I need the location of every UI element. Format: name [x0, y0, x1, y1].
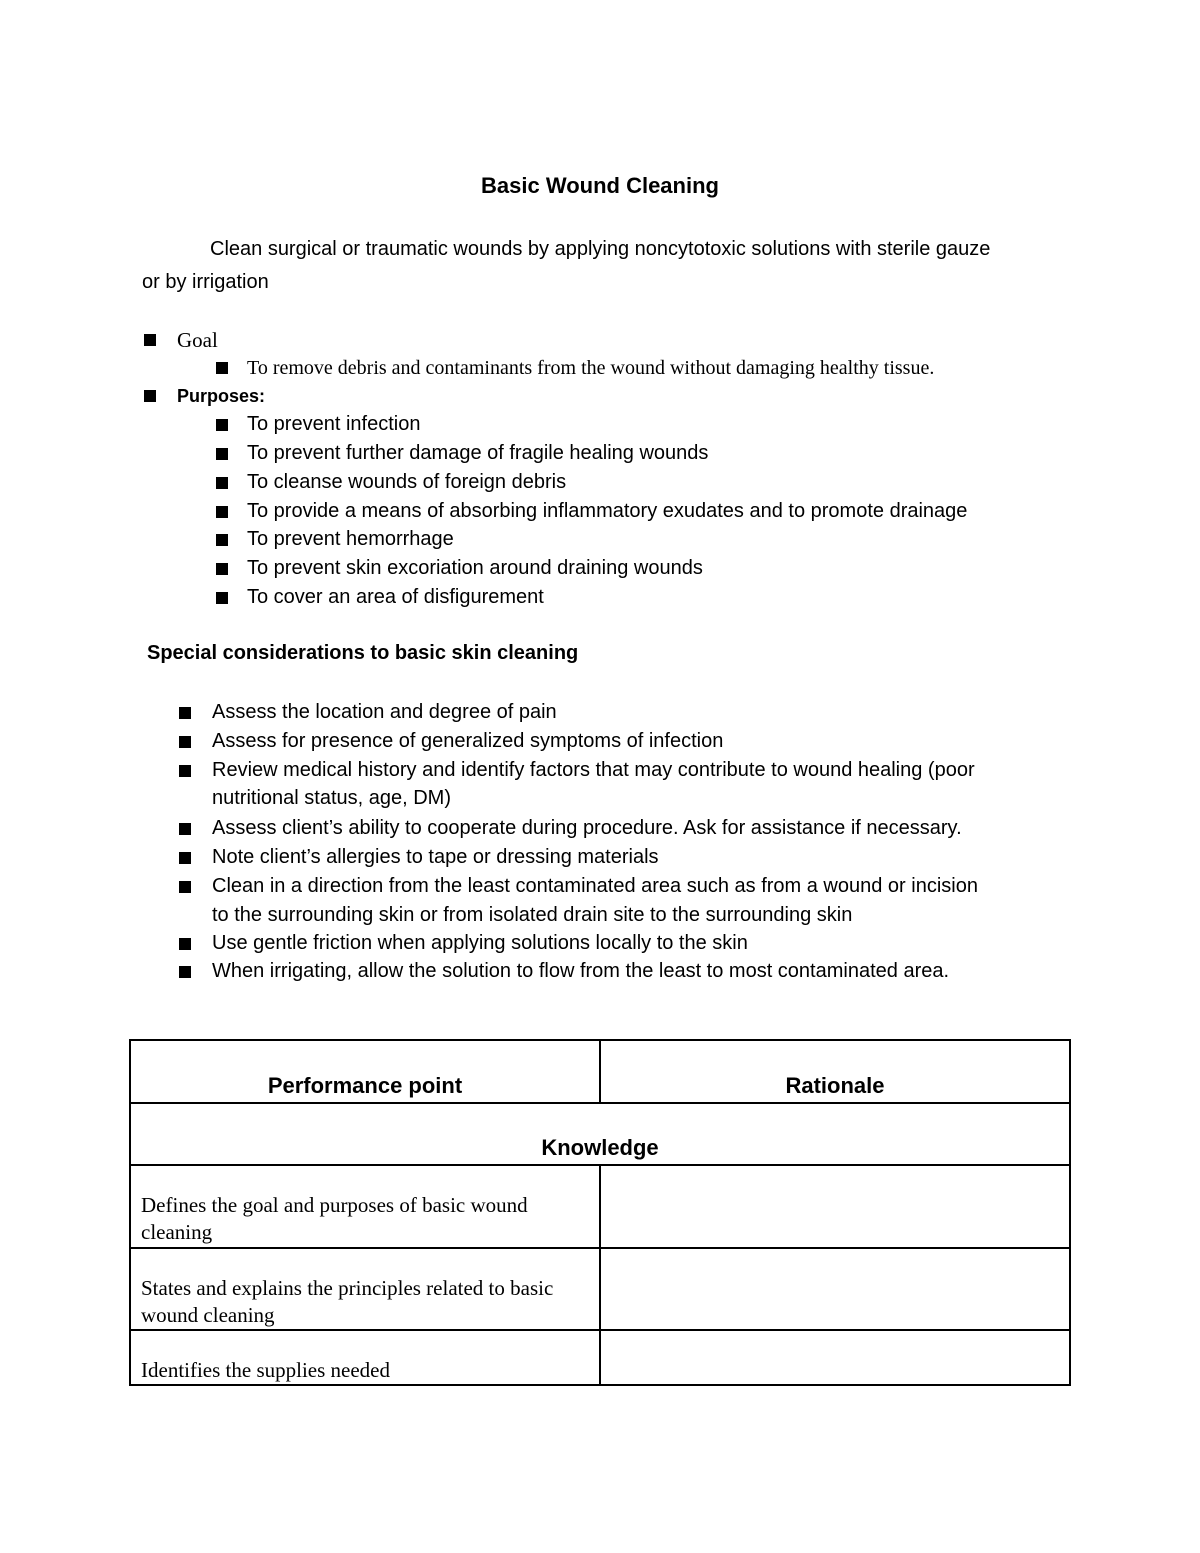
consideration-item-continued: nutritional status, age, DM) [212, 787, 451, 809]
consideration-item: When irrigating, allow the solution to flow from the least to most contaminated area. [212, 960, 950, 982]
bullet-square-icon [216, 534, 228, 546]
bullet-square-icon [179, 765, 191, 777]
consideration-item: Assess client’s ability to cooperate during procedure. Ask for assistance if necessary. [212, 817, 962, 839]
bullet-square-icon [216, 592, 228, 604]
consideration-item-continued: to the surrounding skin or from isolated drain site to the surrounding skin [212, 904, 853, 926]
consideration-item: Review medical history and identify factors that may contribute to wound healing (poor [212, 759, 975, 781]
bullet-square-icon [179, 736, 191, 748]
purpose-item: To provide a means of absorbing inflammatory exudates and to promote drainage [247, 500, 968, 522]
consideration-item: Use gentle friction when applying solutions locally to the skin [212, 932, 748, 954]
bullet-square-icon [179, 938, 191, 950]
purpose-item: To prevent hemorrhage [247, 528, 454, 550]
table-row-point: States and explains the principles related to basic wound cleaning [141, 1276, 554, 1327]
intro-line-1: Clean surgical or traumatic wounds by applying noncytotoxic solutions with sterile gauze [210, 238, 991, 260]
bullet-square-icon [144, 390, 156, 402]
goal-label: Goal [177, 328, 218, 352]
purpose-item: To cover an area of disfigurement [247, 586, 544, 608]
page-title: Basic Wound Cleaning [481, 173, 719, 198]
bullet-square-icon [216, 362, 228, 374]
bullet-square-icon [179, 707, 191, 719]
consideration-item: Note client’s allergies to tape or dressing materials [212, 846, 659, 868]
consideration-item: Assess for presence of generalized symptoms of infection [212, 730, 724, 752]
consideration-item: Assess the location and degree of pain [212, 701, 557, 723]
table-section-knowledge: Knowledge [541, 1135, 659, 1160]
bullet-square-icon [216, 563, 228, 575]
bullet-square-icon [179, 881, 191, 893]
purpose-item: To prevent skin excoriation around draining wounds [247, 557, 703, 579]
bullet-square-icon [144, 334, 156, 346]
bullet-square-icon [179, 966, 191, 978]
goal-item: To remove debris and contaminants from the wound without damaging healthy tissue. [247, 357, 935, 379]
consideration-item: Clean in a direction from the least contaminated area such as from a wound or incision [212, 875, 978, 897]
bullet-square-icon [216, 477, 228, 489]
bullet-square-icon [216, 419, 228, 431]
table-row-point: Defines the goal and purposes of basic wound cleaning [141, 1193, 528, 1244]
bullet-square-icon [179, 823, 191, 835]
table-header-performance-point: Performance point [267, 1073, 463, 1098]
considerations-heading: Special considerations to basic skin cleaning [147, 642, 579, 664]
bullet-square-icon [216, 448, 228, 460]
purpose-item: To cleanse wounds of foreign debris [247, 471, 567, 493]
table-row-point: Identifies the supplies needed [141, 1358, 391, 1382]
purposes-label: Purposes: [177, 386, 266, 406]
purpose-item: To prevent infection [247, 413, 421, 435]
table-border [1069, 1039, 1071, 1386]
bullet-square-icon [179, 852, 191, 864]
table-header-rationale: Rationale [785, 1073, 885, 1098]
purpose-item: To prevent further damage of fragile healing wounds [247, 442, 709, 464]
table-border [599, 1164, 601, 1386]
bullet-square-icon [216, 506, 228, 518]
intro-line-2: or by irrigation [142, 271, 269, 293]
